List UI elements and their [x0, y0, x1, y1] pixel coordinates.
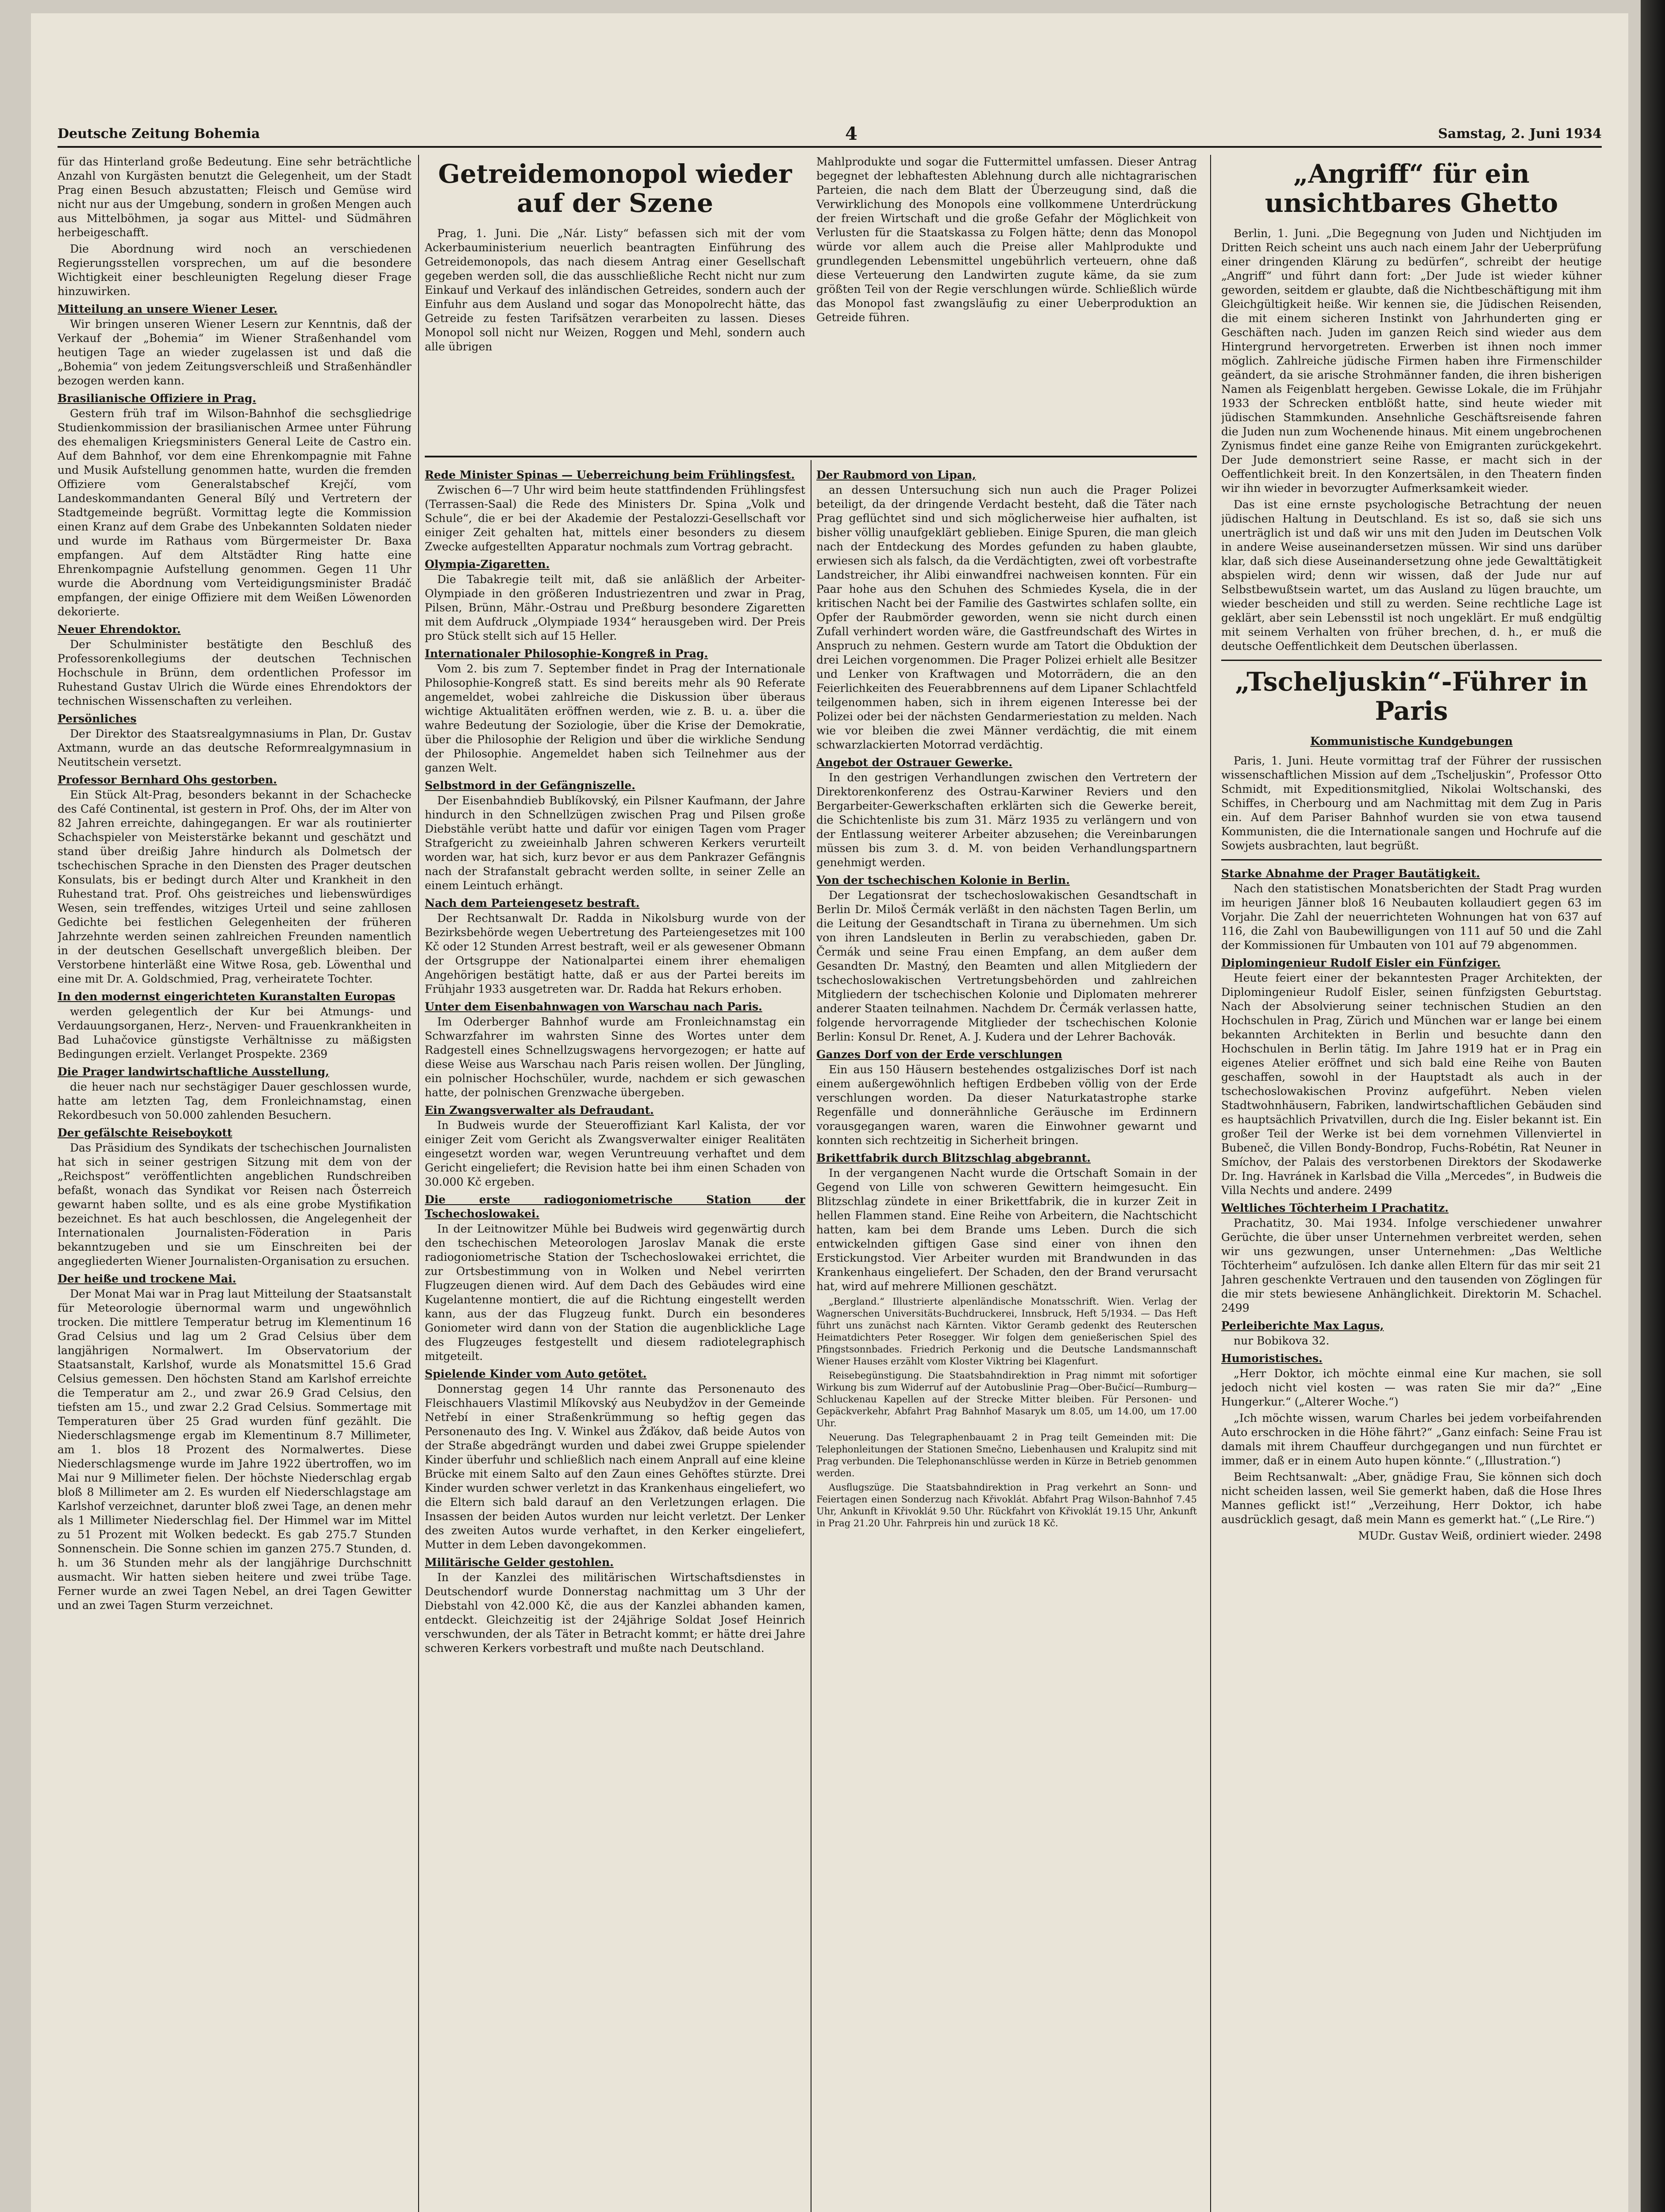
article-body: Der Monat Mai war in Prag laut Mitteilung der Staatsanstalt für Meteorologie übernormal warm und ungewöhnlich trocken. Die mittlere Temperatur betrug im Klementinum 16 Grad Celsius und lag um 2 Grad Celsius über dem langjährigen Normalwert. Im Observatorium der Staatsanstalt, Karlshof, wurde als Monatsmittel 15.6 Grad Celsius gemessen. Den höchsten Stand am Karlshof erreichte die Temperatur am 2., und zwar 26.9 Grad Celsius, den tiefsten am 15., und zwar 2.2 Grad Celsius. Sommertage mit Temperaturen über 25 Grad wurden fünf gezählt. Die Niederschlagsmenge ergab im Klementinum 8.7 Millimeter, am 1. blos 18 Prozent des Normalwertes. Diese Niederschlagsmenge wurde im Jahre 1922 übertroffen, wo im Mai nur 9 Millimeter fielen. Der höchste Niederschlag ergab bloß 8 Millimeter am 2. Es wurden elf Niederschlagstage am Karlshof verzeichnet, darunter bloß zwei Tage, an denen mehr als 1 Millimeter Niederschlag fiel. Der Himmel war im Mittel zu 51 Prozent mit Wolken bedeckt. Es gab 275.7 Stunden Sonnenschein. Die Sonne schien im ganzen 275.7 Stunden, d. h. um 36 Stunden mehr als der langjährige Durchschnitt ausmacht. Wir hatten sieben heitere und zwei trübe Tage. Ferner wurde an zwei Tagen Nebel, an drei Tagen Gewitter und an zwei Tagen Sturm verzeichnet. [58, 1287, 411, 1612]
article-heading: Weltliches Töchterheim I Prachatitz. [1221, 1202, 1449, 1214]
article-body: Berlin, 1. Juni. „Die Begegnung von Juden und Nichtjuden im Dritten Reich scheint uns auch nach einem Jahr der Ueberprüfung einer dringenden Klärung zu bedürfen“, schreibt der heutige „Angriff“ und führt dann fort: „Der Jude ist wieder kühner geworden, seitdem er glaubte, daß die Nichtbeschäftigung mit ihm Gleichgültigkeit heiße. Wir kennen sie, die Jüdischen Reisenden, die mit einem sicheren Instinkt von Jahrhunderten ging er Geschäften nach. Juden im ganzen Reich sind wieder aus dem Hintergrund hervorgetreten. Erwerben ist ihnen noch immer möglich. Zahlreiche jüdische Firmen haben ihre Firmenschilder geändert, da sie arische Strohmänner fanden, die ihren bisherigen Namen als Feigenblatt hergeben. Gewisse Lokale, die im Frühjahr 1933 der Schrecken entblößt hatte, sind heute wieder mit jüdischen Stammkunden. Ansehnliche Geschäftsreisende fahren die Juden nun zum Wochenende hinaus. Mit einem ungebrochenen Zynismus findet eine ganze Reihe von Emigranten zurückgekehrt. Der Jude demonstriert seine Rasse, er macht sich in der Oeffentlichkeit breit. In den Konzertsälen, in den Theatern finden wir ihn wieder in bevorzugter Aufmerksamkeit wieder. [1221, 227, 1602, 495]
article-body: Beim Rechtsanwalt: „Aber, gnädige Frau, Sie können sich doch nicht scheiden lassen, weil Sie gemerkt haben, daß die Hose Ihres Mannes geflickt ist!“ „Verzeihung, Herr Doktor, ich habe ausdrücklich gesagt, daß mein Mann es gemerkt hat.“ („Le Rire.“) [1221, 1471, 1602, 1526]
article-body: In den gestrigen Verhandlungen zwischen den Vertretern der Direktorenkonferenz des Ostrau-Karwiner Reviers und den Bergarbeiter-Gewerkschaften erklärten sich die Gewerke bereit, die Schichtenliste bis zum 31. März 1935 zu verlängern und von der Entlassung weiterer Arbeiter abzusehen; die Vereinbarungen müssen bis zum 3. d. M. von beiden Verhandlungspartnern genehmigt werden. [816, 771, 1197, 869]
small-notice: „Bergland.“ Illustrierte alpenländische Monatsschrift. Wien. Verlag der Wagnerschen Universitäts-Buchdruckerei, Innsbruck, Heft 5/1934. — Das Heft führt uns zunächst nach Kärnten. Viktor Geramb gedenkt des Reuterschen Heimatdichters Peter Rosegger. Wir folgen dem genießerischen Spiel des Pfingstsonnbades. Friedrich Perkonig und die Deutsche Landsmannschaft Wiener Hauses erzählt vom Kloster Viktring bei Klagenfurt. [816, 1296, 1197, 1367]
article-heading: Die Prager landwirtschaftliche Ausstellung, [58, 1065, 329, 1078]
column-2 [425, 465, 805, 2212]
article-body: Der Rechtsanwalt Dr. Radda in Nikolsburg wurde von der Bezirksbehörde wegen Uebertretung des Parteiengesetzes mit 100 Kč oder 12 Stunden Arrest bestraft, weil er als gewesener Obmann der Ortsgruppe der Nationalpartei einem ihrer ehemaligen Angehörigen bestätigt hatte, daß er aus der Partei bereits im Frühjahr 1933 ausgetreten war. Dr. Radda hat Rekurs erhoben. [425, 912, 805, 995]
article-heading: Nach dem Parteiengesetz bestraft. [425, 897, 640, 910]
article-heading: Rede Minister Spinas — Ueberreichung beim Frühlingsfest. [425, 469, 795, 481]
box-rule [425, 456, 1197, 457]
article-body: Der Direktor des Staatsrealgymnasiums in Plan, Dr. Gustav Axtmann, wurde an das deutsche Reformrealgymnasium in Neutitschein versetzt. [58, 727, 411, 768]
article-body: Der Schulminister bestätigte den Beschluß des Professorenkollegiums der deutschen Technischen Hochschule in Brünn, dem ordentlichen Professor im Ruhestand Gustav Ulrich die Würde eines Ehrendoktors der technischen Wissenschaften zu verleihen. [58, 638, 411, 707]
column-divider [1210, 155, 1211, 2212]
article-heading: Der Raubmord von Lipan, [816, 469, 976, 481]
article-body: Heute feiert einer der bekanntesten Prager Architekten, der Diplomingenieur Rudolf Eisler, seinen fünfzigsten Geburtstag. Nach der Absolvierung seiner technischen Studien an den Hochschulen in Prag, Zürich und München war er lange bei einem bekannten Architekten in Berlin und besuchte dann den Hochschulen in Berlin tätig. Im Jahre 1919 hat er in Prag ein eigenes Atelier eröffnet und sich bald eine Reihe von Bauten geschaffen, sowohl in der Hauptstadt als auch in der tschechoslowakischen Provinz aufgeführt. Neben vielen Stadtwohnhäusern, Fabriken, landwirtschaftlichen Gebäuden sind es hauptsächlich Privatvillen, durch die Ing. Eisler bekannt ist. Ein großer Teil der Werke ist bei dem vornehmen Villenviertel in Bubeneč, die Villen Bondy-Bondrop, Fuchs-Robétin, Rat Neuner in Smíchov, der Palais des verstorbenen Direktors der Skodawerke Dr. Ing. Havránek in Karlsbad die Villa „Mercedes“, in Budweis die Villa Nechts und andere. 2499 [1221, 972, 1602, 1197]
article-body: Ein Stück Alt-Prag, besonders bekannt in der Schachecke des Café Continental, ist gestern in Prof. Ohs, der im Alter von 82 Jahren erreichte, dahingegangen. Er war als routinierter Schachspieler von Meisterstärke bekannt und geschätzt und stand über dreißig Jahre hindurch als Dolmetsch der tschechischen Sprache in den Diensten des Prager deutschen Konsulats, bis er bedingt durch Alter und Krankheit in den Ruhestand trat. Prof. Ohs geistreiches und liebenswürdiges Wesen, sein treffendes, witziges Urteil und seine zahllosen Gedichte bei festlichen Gelegenheiten der früheren Jahrzehnte werden seinen zahlreichen Freunden namentlich in der deutschen Gesellschaft unvergeßlich bleiben. Der Verstorbene hinterläßt eine Witwe Rosa, geb. Löwenthal und eine mit Dr. A. Goldschmied, Prag, verheiratete Tochter. [58, 788, 411, 985]
article-heading: Militärische Gelder gestohlen. [425, 1556, 614, 1569]
article-heading: Der heiße und trockene Mai. [58, 1272, 236, 1285]
section-rule [1221, 660, 1602, 661]
article-body: Donnerstag gegen 14 Uhr rannte das Personenauto des Fleischhauers Vlastimil Mlíkovský aus Neubydžov in der Gemeinde Netřebí in einer Straßenkrümmung so heftig gegen das Personenauto des Ing. V. Winkel aus Žďákov, daß beide Autos von der Straße abgedrängt wurden und dabei zwei Gruppe spielender Kinder überfuhr und schließlich nach einem Anprall auf eine kleine Brücke mit einem Salto auf den Zaun eines Gehöftes stürzte. Drei Kinder wurden schwer verletzt in das Krankenhaus eingeliefert, wo die Eltern sich bald darauf an den Verletzungen erlagen. Die Insassen der beiden Autos wurden nur leicht verletzt. Der Lenker des zweiten Autos wurde verhaftet, in den Kerker eingeliefert, Mutter in dem Leben davongekommen. [425, 1382, 805, 1551]
tscheljuskin-subheading: Kommunistische Kundgebungen [1310, 735, 1513, 748]
article-body: In der Kanzlei des militärischen Wirtschaftsdienstes in Deutschendorf wurde Donnerstag nachmittag um 3 Uhr der Diebstahl von 42.000 Kč, die aus der Kanzlei abhanden kamen, entdeckt. Gleichzeitig ist der 24jährige Soldat Josef Heinrich verschwunden, der als Täter in Betracht kommt; er hätte drei Jahre schweren Kerkers vorbestraft und mußte nach Deutschland. [425, 1571, 805, 1655]
article-heading: Von der tschechischen Kolonie in Berlin. [816, 874, 1070, 887]
article-body: „Herr Doktor, ich möchte einmal eine Kur machen, sie soll jedoch nicht viel kosten — was raten Sie mir da?“ „Eine Hungerkur.“ („Alterer Woche.“) [1221, 1367, 1602, 1408]
issue-date: Samstag, 2. Juni 1934 [1438, 126, 1602, 142]
article-heading: Persönliches [58, 712, 137, 725]
article-body: Das ist eine ernste psychologische Betrachtung der neuen jüdischen Haltung in Deutschland. Es ist so, daß sie sich uns unerträglich ist und daß wir uns mit den Juden im Deutschen Volk in andere Weise auseinandersetzen müssen. Wir sind uns darüber klar, daß sich diese Auseinandersetzung ohne jede Gewalttätigkeit abspielen wird; denn wir wissen, daß der Jude nur auf Selbstbewußtsein wartet, um das Ausland zu lügen brauchte, um wieder bescheiden und still zu werden. Seine rechtliche Lage ist geklärt, aber sein Lebensstil ist noch ungeklärt. Er muß endgültig mit seinem Verhalten von früher brechen, d. h., er muß die deutsche Oeffentlichkeit dem Deutschen überlassen. [1221, 498, 1602, 653]
article-body: Der Eisenbahndieb Bublíkovský, ein Pilsner Kaufmann, der Jahre hindurch in den Schnellzügen zwischen Prag und Pilsen große Diebstähle verübt hatte und dafür vor einigen Tagen vom Prager Strafgericht zu zweieinhalb Jahren schweren Kerkers verurteilt worden war, hat sich, kurz bevor er aus dem Pankrazer Gefängnis nach der Strafanstalt gebracht werden sollte, in seiner Zelle an einem Leintuch erhängt. [425, 794, 805, 892]
article-body: Die Tabakregie teilt mit, daß sie anläßlich der Arbeiter-Olympiade in den größeren Industriezentren und zwar in Prag, Pilsen, Brünn, Mähr.-Ostrau und Preßburg besondere Zigaretten mit dem Aufdruck „Olympiade 1934“ herausgeben wird. Der Preis pro Stück stellt sich auf 15 Heller. [425, 573, 805, 642]
article-body: Wir bringen unseren Wiener Lesern zur Kenntnis, daß der Verkauf der „Bohemia“ im Wiener Straßenhandel vom heutigen Tage an wieder zugelassen ist und daß die „Bohemia“ von jedem Zeitungsverschleiß und Straßenhändler bezogen werden kann. [58, 318, 411, 387]
article-body: In der Leitnowitzer Mühle bei Budweis wird gegenwärtig durch den tschechischen Meteorologen Jaroslav Manak die erste radiogoniometrische Station der Tschechoslowakei errichtet, die zur Ortsbestimmung von in Wolken und Nebel verirrten Flugzeugen dienen wird. Auf dem Dach des Gebäudes wird eine Kugelantenne montiert, die auf die Richtung eingestellt werden kann, aus der das Flugzeug funkt. Durch ein besonderes Goniometer wird dann von der Station die augenblickliche Lage des Flugzeuges festgestellt und diesem radiotelegraphisch mitgeteilt. [425, 1222, 805, 1363]
article-heading: In den modernst eingerichteten Kuranstalten Europas [58, 990, 396, 1003]
getreidemonopol-headline: Getreidemonopol wieder auf der Szene [438, 159, 792, 218]
article-heading: Olympia-Zigaretten. [425, 558, 550, 571]
small-notice: Ausflugszüge. Die Staatsbahndirektion in Prag verkehrt an Sonn- und Feiertagen einen Sonderzug nach Křivoklát. Abfahrt Prag Wilson-Bahnhof 7.45 Uhr, Ankunft in Křivoklát 9.50 Uhr. Rückfahrt von Křivoklát 19.15 Uhr, Ankunft in Prag 21.20 Uhr. Fahrpreis hin und zurück 18 Kč. [816, 1482, 1197, 1528]
newspaper-page [31, 13, 1628, 2212]
article-body: Prachatitz, 30. Mai 1934. Infolge verschiedener unwahrer Gerüchte, die über unser Unternehmen verbreitet werden, sehen wir uns gezwungen, unser Unternehmen: „Das Weltliche Töchterheim“ aufzulösen. Ich danke allen Eltern für das mir seit 21 Jahren geschenkte Vertrauen und den tausenden von Zöglingen für die mir stets bewiesene Anhänglichkeit. Direktorin M. Schachel. 2499 [1221, 1217, 1602, 1314]
article-body: „Ich möchte wissen, warum Charles bei jedem vorbeifahrenden Auto erschrocken in die Höhe fährt?“ „Ganz einfach: Seine Frau ist damals mit ihrem Chauffeur durchgegangen und nun fürchtet er immer, daß er in einem Auto hupen könnte.“ („Illustration.“) [1221, 1412, 1602, 1467]
scan-border [1641, 0, 1665, 2212]
article-body: Der Legationsrat der tschechoslowakischen Gesandtschaft in Berlin Dr. Miloš Čermák verläßt in den nächsten Tagen Berlin, um die Leitung der Gesandtschaft in Tirana zu übernehmen. Um sich von ihren Landsleuten in Berlin zu verabschieden, gaben Dr. Čermák und seine Frau einen Empfang, an dem außer dem Gesandten Dr. Mastný, den Beamten und allen Mitgliedern der tschechoslowakischen Vertretungsbehörden und zahlreichen Mitgliedern der tschechischen Kolonie und Diplomaten mehrerer anderer Staaten teilnahmen. Nachdem Dr. Čermák verlassen hatte, folgende hervorragende Mitglieder der tschechischen Kolonie Berlin: Konsul Dr. Renet, A. J. Kudera und der Lehrer Bachovák. [816, 889, 1197, 1043]
article-heading: Die erste radiogoniometrische Station der Tschechoslowakei. [425, 1193, 805, 1220]
article-body: Zwischen 6—7 Uhr wird beim heute stattfindenden Frühlingsfest (Terrassen-Saal) die Rede des Ministers Dr. Spina „Volk und Schule“, die er bei der Akademie der Pestalozzi-Gesellschaft vor einiger Zeit gehalten hat, mittels einer besonders zu diesem Zwecke aufgestellten Apparatur nochmals zum Vortrag gebracht. [425, 484, 805, 553]
column-divider [418, 155, 419, 2212]
article-heading: Selbstmord in der Gefängniszelle. [425, 779, 636, 792]
doctor-notice: MUDr. Gustav Weiß, ordiniert wieder. 2498 [1358, 1529, 1602, 1542]
article-heading: Spielende Kinder vom Auto getötet. [425, 1367, 647, 1380]
article-heading: Professor Bernhard Ohs gestorben. [58, 773, 277, 786]
article-heading: Diplomingenieur Rudolf Eisler ein Fünfziger. [1221, 956, 1501, 969]
article-body: an dessen Untersuchung sich nun auch die Prager Polizei beteiligt, da der dringende Verdacht besteht, daß die Täter nach Prag geflüchtet sind und sich möglicherweise hier aufhalten, ist bisher völlig unaufgeklärt geblieben. Einige Spuren, die man gleich nach der Entdeckung des Mordes gefunden zu haben glaubte, erwiesen sich als falsch, da die Verdächtigten, zwei oft vorbestrafte Landstreicher, ihr Alibi einwandfrei nachweisen konnten. Für ein Paar hohe aus den Schuhen des Schmiedes Kysela, die in der kritischen Nacht bei der Familie des Gastwirtes schlafen sollte, ein Opfer der Raubmörder geworden, wenn sie nicht durch einen Zufall verhindert worden wäre, die Gastfreundschaft des Wirtes in Anspruch zu nehmen. Gestern wurde am Tatort die Obduktion der drei Leichen vorgenommen. Die Prager Polizei erhielt alle Besitzer und Lenker von Kraftwagen und Motorrädern, die an den Feierlichkeiten des Feuerabbrennens auf dem Lipaner Schlachtfeld teilgenommen haben, sich in ihrem eigenen Interesse bei der Polizei oder bei der nächsten Gendarmeriestation zu melden. Nach wie vor bleiben die zwei Männer verdächtig, die mit einem schwarzlackierten Motorrad verdächtig. [816, 484, 1197, 751]
column-3 [816, 465, 1197, 2212]
getreidemonopol-body: Prag, 1. Juni. Die „Nár. Listy“ befassen sich mit der vom Ackerbauministerium neuerlich beantragten Einführung des Getreidemonopols, das nach diesem Antrag einer Gesellschaft gegeben werden soll, die das ausschließliche Recht nicht nur zum Einkauf und Verkauf des inländischen Getreides, sondern auch der Einfuhr aus dem Ausland und sogar das Monopolrecht hätte, das Getreide zu festen Tarifsätzen verarbeiten zu lassen. Dieses Monopol soll nicht nur Weizen, Roggen und Mehl, sondern auch alle übrigen [425, 227, 805, 353]
article-heading: Ganzes Dorf von der Erde verschlungen [816, 1048, 1062, 1061]
page-number: 4 [845, 123, 857, 144]
article-body: Gestern früh traf im Wilson-Bahnhof die sechsgliedrige Studienkommission der brasilianischen Armee unter Führung des ehemaligen Kriegsministers General Leite de Castro ein. Auf dem Bahnhof, vor dem eine Ehrenkompagnie mit Fahne und Musik Aufstellung genommen hatte, wurden die fremden Offiziere vom Generalstabschef Krejčí, vom Landeskommandanten General Bílý und Vertretern der Stadtgemeinde begrüßt. Vormittag legte die Kommission einen Kranz auf dem Grabe des Unbekannten Soldaten nieder und wurde im Rathaus vom Bürgermeister Dr. Baxa empfangen. Auf dem Altstädter Ring hatte eine Ehrenkompagnie Aufstellung genommen. Gegen 11 Uhr wurde die Abordnung vom Verteidigungsminister Bradáč empfangen, der einige Offiziere mit dem Weißen Löwenorden dekorierte. [58, 407, 411, 618]
getreidemonopol-body-continued: Mahlprodukte und sogar die Futtermittel umfassen. Dieser Antrag begegnet der lebhaftesten Ablehnung durch alle nichtagrarischen Parteien, die nach dem Blatt der Überzeugung sind, daß die Verwirklichung des Monopols eine vollkommene Unterdrückung der freien Wirtschaft und die große Gefahr der Möglichkeit von Verlusten für die Staatskassa zu Folgen hätte; denn das Monopol würde vor allem auch die Preise aller Mahlprodukte und grundlegenden Lebensmittel ungebührlich verteuern, ohne daß diese Verteuerung den Landwirten zugute käme, da sie zum größten Teil von der Regie verschlungen würde. Schließlich würde das Monopol fast zwangsläufig zu einer Ueberproduktion an Getreide führen. [816, 155, 1197, 324]
page-header [58, 123, 1602, 144]
column-4 [1221, 155, 1602, 2212]
column-1 [58, 155, 411, 2212]
article-heading: Neuer Ehrendoktor. [58, 623, 181, 636]
tscheljuskin-headline: „Tscheljuskin“-Führer in Paris [1235, 667, 1588, 726]
article-body: Das Präsidium des Syndikats der tschechischen Journalisten hat sich in seiner gestrigen Sitzung mit dem von der „Reichspost“ veröffentlichten angeblichen Rundschreiben befaßt, wonach das Syndikat vor Reisen nach Österreich gewarnt haben sollte, und es als eine grobe Mystifikation bezeichnet. Es hat auch beschlossen, die Angelegenheit der Internationalen Journalisten-Föderation in Paris bekanntzugeben und sie um Einschreiten bei der angegliederten Wiener Journalisten-Organisation zu ersuchen. [58, 1141, 411, 1267]
article-body: nur Bobikova 32. [1234, 1334, 1330, 1347]
article-body: In der vergangenen Nacht wurde die Ortschaft Somain in der Gegend von Lille von schweren Gewittern heimgesucht. Ein Blitzschlag zündete in einer Brikettfabrik, die in kurzer Zeit in hellen Flammen stand. Eine Reihe von Arbeitern, die Nachtschicht hatten, kam bei dem Brande ums Leben. Durch die sich entwickelnden giftigen Gase sind einer von ihnen den Erstickungstod. Vier Arbeiter wurden mit Brandwunden in das Krankenhaus eingeliefert. Der Schaden, den der Brand verursacht hat, wird auf mehrere Millionen geschätzt. [816, 1167, 1197, 1293]
header-rule [58, 146, 1602, 148]
article-heading: Brikettfabrik durch Blitzschlag abgebrannt. [816, 1152, 1091, 1164]
getreidemonopol-left [425, 155, 805, 354]
newspaper-name: Deutsche Zeitung Bohemia [58, 126, 260, 142]
article-body: Paris, 1. Juni. Heute vormittag traf der Führer der russischen wissenschaftlichen Mission auf dem „Tscheljuskin“, Professor Otto Schmidt, mit Expeditionsmitglied, Nikolai Woltschanski, des Schiffes, in Cherbourg und am Nachmittag mit dem Zug in Paris ein. Auf dem Pariser Bahnhof wurden sie von etwa tausend Kommunisten, die die Internationale sangen und Hochrufe auf die Sowjets ausbrachten, laut begrüßt. [1221, 754, 1602, 852]
article-body: Die Abordnung wird noch an verschiedenen Regierungsstellen vorsprechen, um auf die besondere Wichtigkeit einer beschleunigten Regelung dieser Frage hinzuwirken. [58, 242, 411, 298]
getreidemonopol-article [425, 155, 1197, 456]
article-heading: Perleiberichte Max Lagus, [1221, 1319, 1384, 1332]
getreidemonopol-right [816, 155, 1197, 325]
article-body: für das Hinterland große Bedeutung. Eine sehr beträchtliche Anzahl von Kurgästen benutzt die Gelegenheit, um der Stadt Prag einen Besuch abzustatten; Fleisch und Gemüse wird nicht nur aus der Umgebung, sondern in großen Mengen auch aus Mittelböhmen, ja sogar aus Mittel- und Südmähren herbeigeschafft. [58, 155, 411, 239]
article-heading: Ein Zwangsverwalter als Defraudant. [425, 1104, 654, 1117]
article-heading: Humoristisches. [1221, 1352, 1323, 1365]
article-heading: Internationaler Philosophie-Kongreß in Prag. [425, 647, 708, 660]
article-body: die heuer nach nur sechstägiger Dauer geschlossen wurde, hatte am letzten Tag, dem Fronleichnamstag, einen Rekordbesuch von 50.000 zahlenden Besuchern. [58, 1080, 411, 1121]
section-rule [1221, 859, 1602, 860]
small-notice: Reisebegünstigung. Die Staatsbahndirektion in Prag nimmt mit sofortiger Wirkung bis zum Widerruf auf der Autobuslinie Prag—Ober-Bučicí—Rumburg—Schluckenau Kapellen auf der Strecke Mitter bleiben. Für Personen- und Gepäckverkehr, Abfahrt Prag Bahnhof Masaryk um 8.05, um 14.00, um 17.00 Uhr. [816, 1370, 1197, 1429]
article-heading: Mitteilung an unsere Wiener Leser. [58, 303, 277, 315]
article-heading: Unter dem Eisenbahnwagen von Warschau nach Paris. [425, 1000, 762, 1013]
article-heading: Angebot der Ostrauer Gewerke. [816, 756, 1013, 769]
angriff-headline: „Angriff“ für ein unsichtbares Ghetto [1265, 159, 1558, 218]
article-body: Nach den statistischen Monatsberichten der Stadt Prag wurden im heurigen Jänner bloß 16 Neubauten kollaudiert gegen 63 im Vorjahr. Die Zahl der neuerrichteten Wohnungen hat von 637 auf 116, die Zahl von Baubewilligungen von 111 auf 50 und die Zahl der Kommissionen für Umbauten von 101 auf 79 abgenommen. [1221, 882, 1602, 952]
article-heading: Brasilianische Offiziere in Prag. [58, 392, 256, 405]
article-heading: Der gefälschte Reiseboykott [58, 1126, 232, 1139]
article-body: Vom 2. bis zum 7. September findet in Prag der Internationale Philosophie-Kongreß statt. Es sind bereits mehr als 90 Referate angemeldet, wobei zahlreiche die Diskussion über überaus wichtige Aktualitäten eröffnen werden, wie z. B. u. a. über die wahre Bedeutung der Soziologie, über die Krise der Demokratie, über die Philosophie der Religion und über die wirkliche Sendung der Philosophie. Angemeldet haben sich Teilnehmer aus der ganzen Welt. [425, 662, 805, 774]
small-notice: Neuerung. Das Telegraphenbauamt 2 in Prag teilt Gemeinden mit: Die Telephonleitungen der Stationen Smečno, Liebenhausen und Kralupitz sind mit Prag verbunden. Die Telephonanschlüsse werden in Kürze in Betrieb genommen werden. [816, 1432, 1197, 1479]
article-body: In Budweis wurde der Steueroffiziant Karl Kalista, der vor einiger Zeit vom Gericht als Zwangsverwalter einiger Realitäten eingesetzt worden war, wegen Veruntreuung verhaftet und dem Gericht eingeliefert; die Revision hatte bei ihm einen Schaden von 30.000 Kč ergeben. [425, 1119, 805, 1188]
article-body: werden gelegentlich der Kur bei Atmungs- und Verdauungsorganen, Herz-, Nerven- und Frauenkrankheiten in Bad Luhačovice günstigste Verhältnisse zu mäßigsten Bedingungen erzielt. Verlanget Prospekte. 2369 [58, 1005, 411, 1060]
article-body: Ein aus 150 Häusern bestehendes ostgalizisches Dorf ist nach einem außergewöhnlich heftigen Erdbeben völlig von der Erde verschlungen worden. Da dieser Naturkatastrophe starke Regenfälle und donnerähnliche Geräusche im Erdinnern vorausgegangen waren, waren die Einwohner gewarnt und konnten sich rechtzeitig in Sicherheit bringen. [816, 1063, 1197, 1147]
article-body: Im Oderberger Bahnhof wurde am Fronleichnamstag ein Schwarzfahrer im wahrsten Sinne des Wortes unter dem Radgestell eines Schnellzugswagens hervorgezogen; er hatte auf diese Weise aus Warschau nach Paris reisen wollen. Der Jüngling, ein polnischer Hochschüler, wurde, nachdem er sich gewaschen hatte, der polnischen Grenzwache übergeben. [425, 1015, 805, 1099]
article-heading: Starke Abnahme der Prager Bautätigkeit. [1221, 867, 1480, 880]
